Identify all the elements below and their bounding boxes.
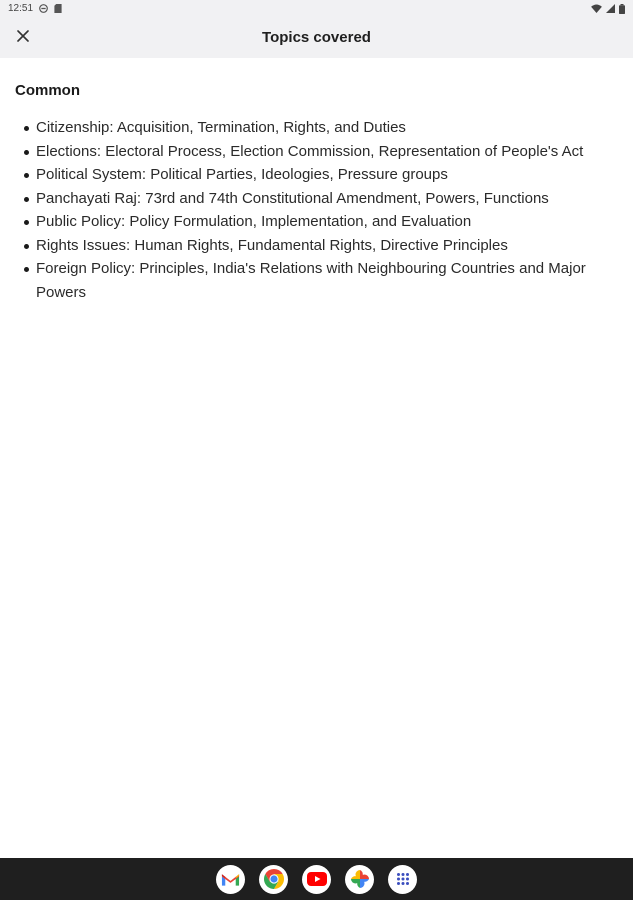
- status-bar: [0, 0, 633, 17]
- status-time: 12:51: [8, 3, 34, 14]
- list-item-label: Political System: Political Parties, Ideologies, Pressure groups: [36, 166, 448, 183]
- topics-content: [0, 58, 633, 304]
- gmail-icon[interactable]: [216, 865, 245, 894]
- list-item: [14, 257, 619, 304]
- youtube-icon[interactable]: [302, 865, 331, 894]
- list-item-label: Public Policy: Policy Formulation, Implementation, and Evaluation: [36, 213, 472, 230]
- sd-card-icon: [54, 4, 62, 13]
- list-item: [14, 140, 619, 164]
- list-item: [14, 210, 619, 234]
- list-item: [14, 187, 619, 211]
- app-bar: [0, 17, 633, 58]
- chrome-icon[interactable]: [259, 865, 288, 894]
- bullet-icon: [24, 197, 29, 202]
- page-title: Topics covered: [262, 29, 371, 46]
- list-item-label: Foreign Policy: Principles, India's Relations with Neighbouring Countries and Major Powers: [36, 260, 586, 301]
- bullet-icon: [24, 173, 29, 178]
- section-heading: Common: [15, 82, 80, 99]
- do-not-disturb-icon: [39, 4, 48, 13]
- bullet-icon: [24, 126, 29, 131]
- list-item-label: Panchayati Raj: 73rd and 74th Constitutional Amendment, Powers, Functions: [36, 189, 549, 207]
- bullet-icon: [24, 150, 29, 155]
- list-item: [14, 163, 619, 187]
- list-item: [14, 116, 619, 140]
- topic-list: [14, 116, 619, 304]
- taskbar: [0, 858, 633, 900]
- photos-icon[interactable]: [345, 865, 374, 894]
- wifi-icon: [591, 4, 602, 13]
- list-item-label: Elections: Electoral Process, Election Commission, Representation of People's Act: [36, 142, 584, 160]
- signal-icon: [606, 4, 615, 13]
- bullet-icon: [24, 244, 29, 249]
- battery-icon: [619, 4, 625, 14]
- bullet-icon: [24, 220, 29, 225]
- list-item-label: Citizenship: Acquisition, Termination, Rights, and Duties: [36, 119, 406, 136]
- list-item: [14, 234, 619, 258]
- bullet-icon: [24, 267, 29, 272]
- app-drawer-icon[interactable]: [388, 865, 417, 894]
- list-item-label: Rights Issues: Human Rights, Fundamental Rights, Directive Principles: [36, 236, 508, 254]
